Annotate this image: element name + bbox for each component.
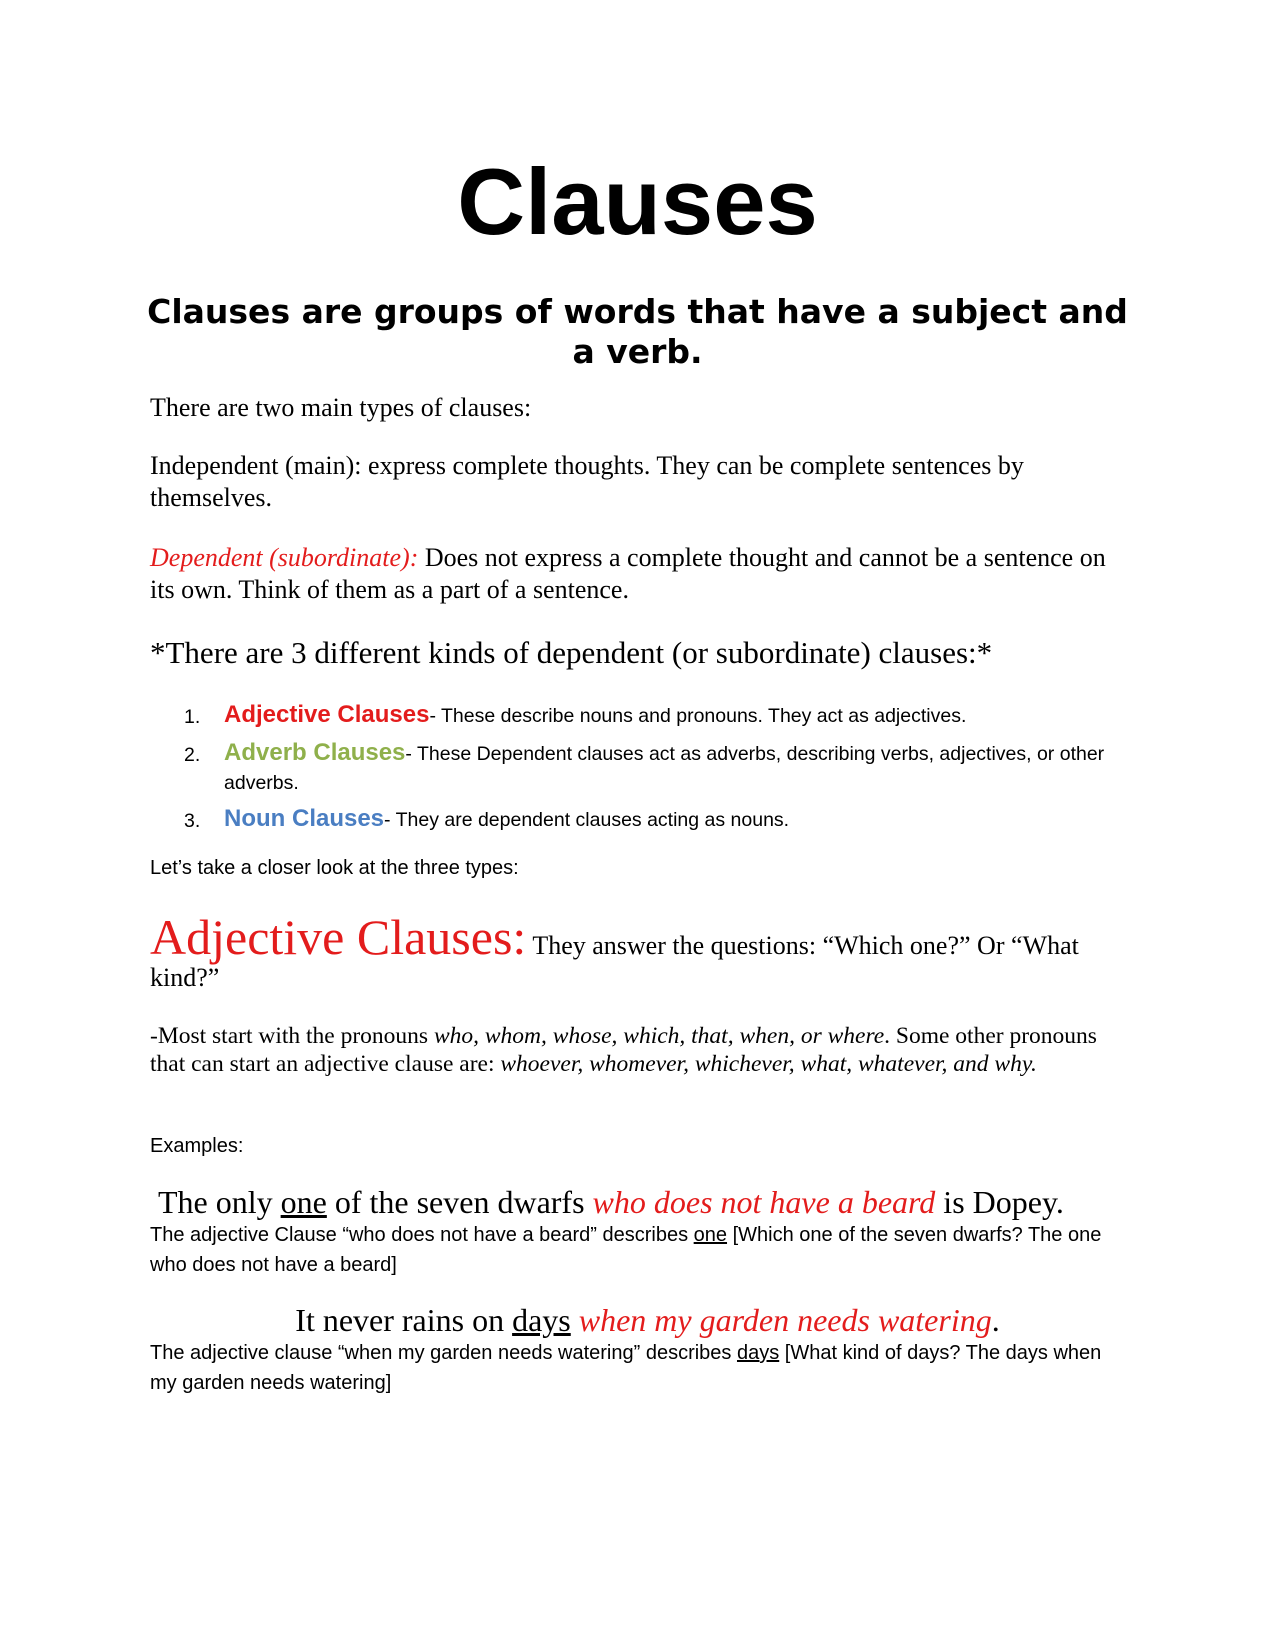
list-text: - They are dependent clauses acting as nouns. xyxy=(384,808,790,831)
example-1-sentence: The only one of the seven dwarfs who does not have a beard is Dopey. xyxy=(158,1184,1064,1220)
list-number: 1. xyxy=(184,706,201,728)
pronouns-list-2: whoever, whomever, whichever, what, whatever, and why. xyxy=(500,1051,1037,1078)
example-1-noun: one xyxy=(280,1184,327,1220)
dependent-text: Does not express a complete thought and cannot be a sentence on its own. Think of them as a part of a sentence. xyxy=(150,543,1106,605)
adjective-section-heading xyxy=(150,909,1125,994)
example-2-sentence: It never rains on days when my garden needs watering. xyxy=(295,1302,1000,1338)
adjective-pronouns-text: -Most start with the pronouns who, whom, whose, which, that, when, or where. Some other pronouns that can start an adjective clause are: whoever, whomever, whichever, what, whatever, and why. xyxy=(150,1023,1097,1078)
dependent-label: Dependent (subordinate): xyxy=(150,543,419,572)
example-2-noun: days xyxy=(512,1302,571,1338)
page-title: Clauses xyxy=(457,149,818,254)
independent-label: Independent (main): xyxy=(150,451,362,480)
list-item xyxy=(176,802,1136,836)
list-text: - These describe nouns and pronouns. They act as adjectives. xyxy=(429,705,967,727)
dependent-definition xyxy=(150,542,1125,606)
example-1-explanation: The adjective Clause “who does not have a beard” describes one [Which one of the seven dwarfs? The one who does not have a beard] xyxy=(150,1224,1102,1276)
example-2-clause: when my garden needs watering xyxy=(578,1302,992,1338)
adjective-heading-label: Adjective Clauses: xyxy=(150,909,527,965)
intro-text: There are two main types of clauses: xyxy=(150,393,532,422)
kinds-heading: *There are 3 different kinds of dependent (or subordinate) clauses:* xyxy=(150,635,993,670)
list-label-adjective: Adjective Clauses xyxy=(224,701,430,728)
list-number: 3. xyxy=(184,809,201,832)
list-label-adverb: Adverb Clauses xyxy=(224,739,406,767)
clause-kinds-list xyxy=(176,698,1136,840)
page-subtitle: Clauses are groups of words that have a subject and a verb. xyxy=(147,292,1128,372)
list-label-noun: Noun Clauses xyxy=(224,804,385,832)
list-item xyxy=(176,736,1136,798)
adjective-heading-text: They answer the questions: “Which one?” Or “What kind?” xyxy=(150,931,1079,993)
pronouns-list-1: who, whom, whose, which, that, when, or where xyxy=(433,1023,885,1049)
list-item xyxy=(176,698,1136,732)
example-1-clause: who does not have a beard xyxy=(592,1184,936,1220)
list-number: 2. xyxy=(184,744,201,767)
independent-definition xyxy=(150,450,1125,514)
examples-label: Examples: xyxy=(150,1135,244,1157)
example-2-explanation: The adjective clause “when my garden needs watering” describes days [What kind of days? The days when my garden needs watering] xyxy=(150,1342,1102,1394)
independent-text: express complete thoughts. They can be complete sentences by themselves. xyxy=(150,451,1024,513)
closer-look-text: Let’s take a closer look at the three types: xyxy=(150,857,519,879)
list-text: - These Dependent clauses act as adverbs, describing verbs, adjectives, or other adverbs. xyxy=(224,743,1105,795)
